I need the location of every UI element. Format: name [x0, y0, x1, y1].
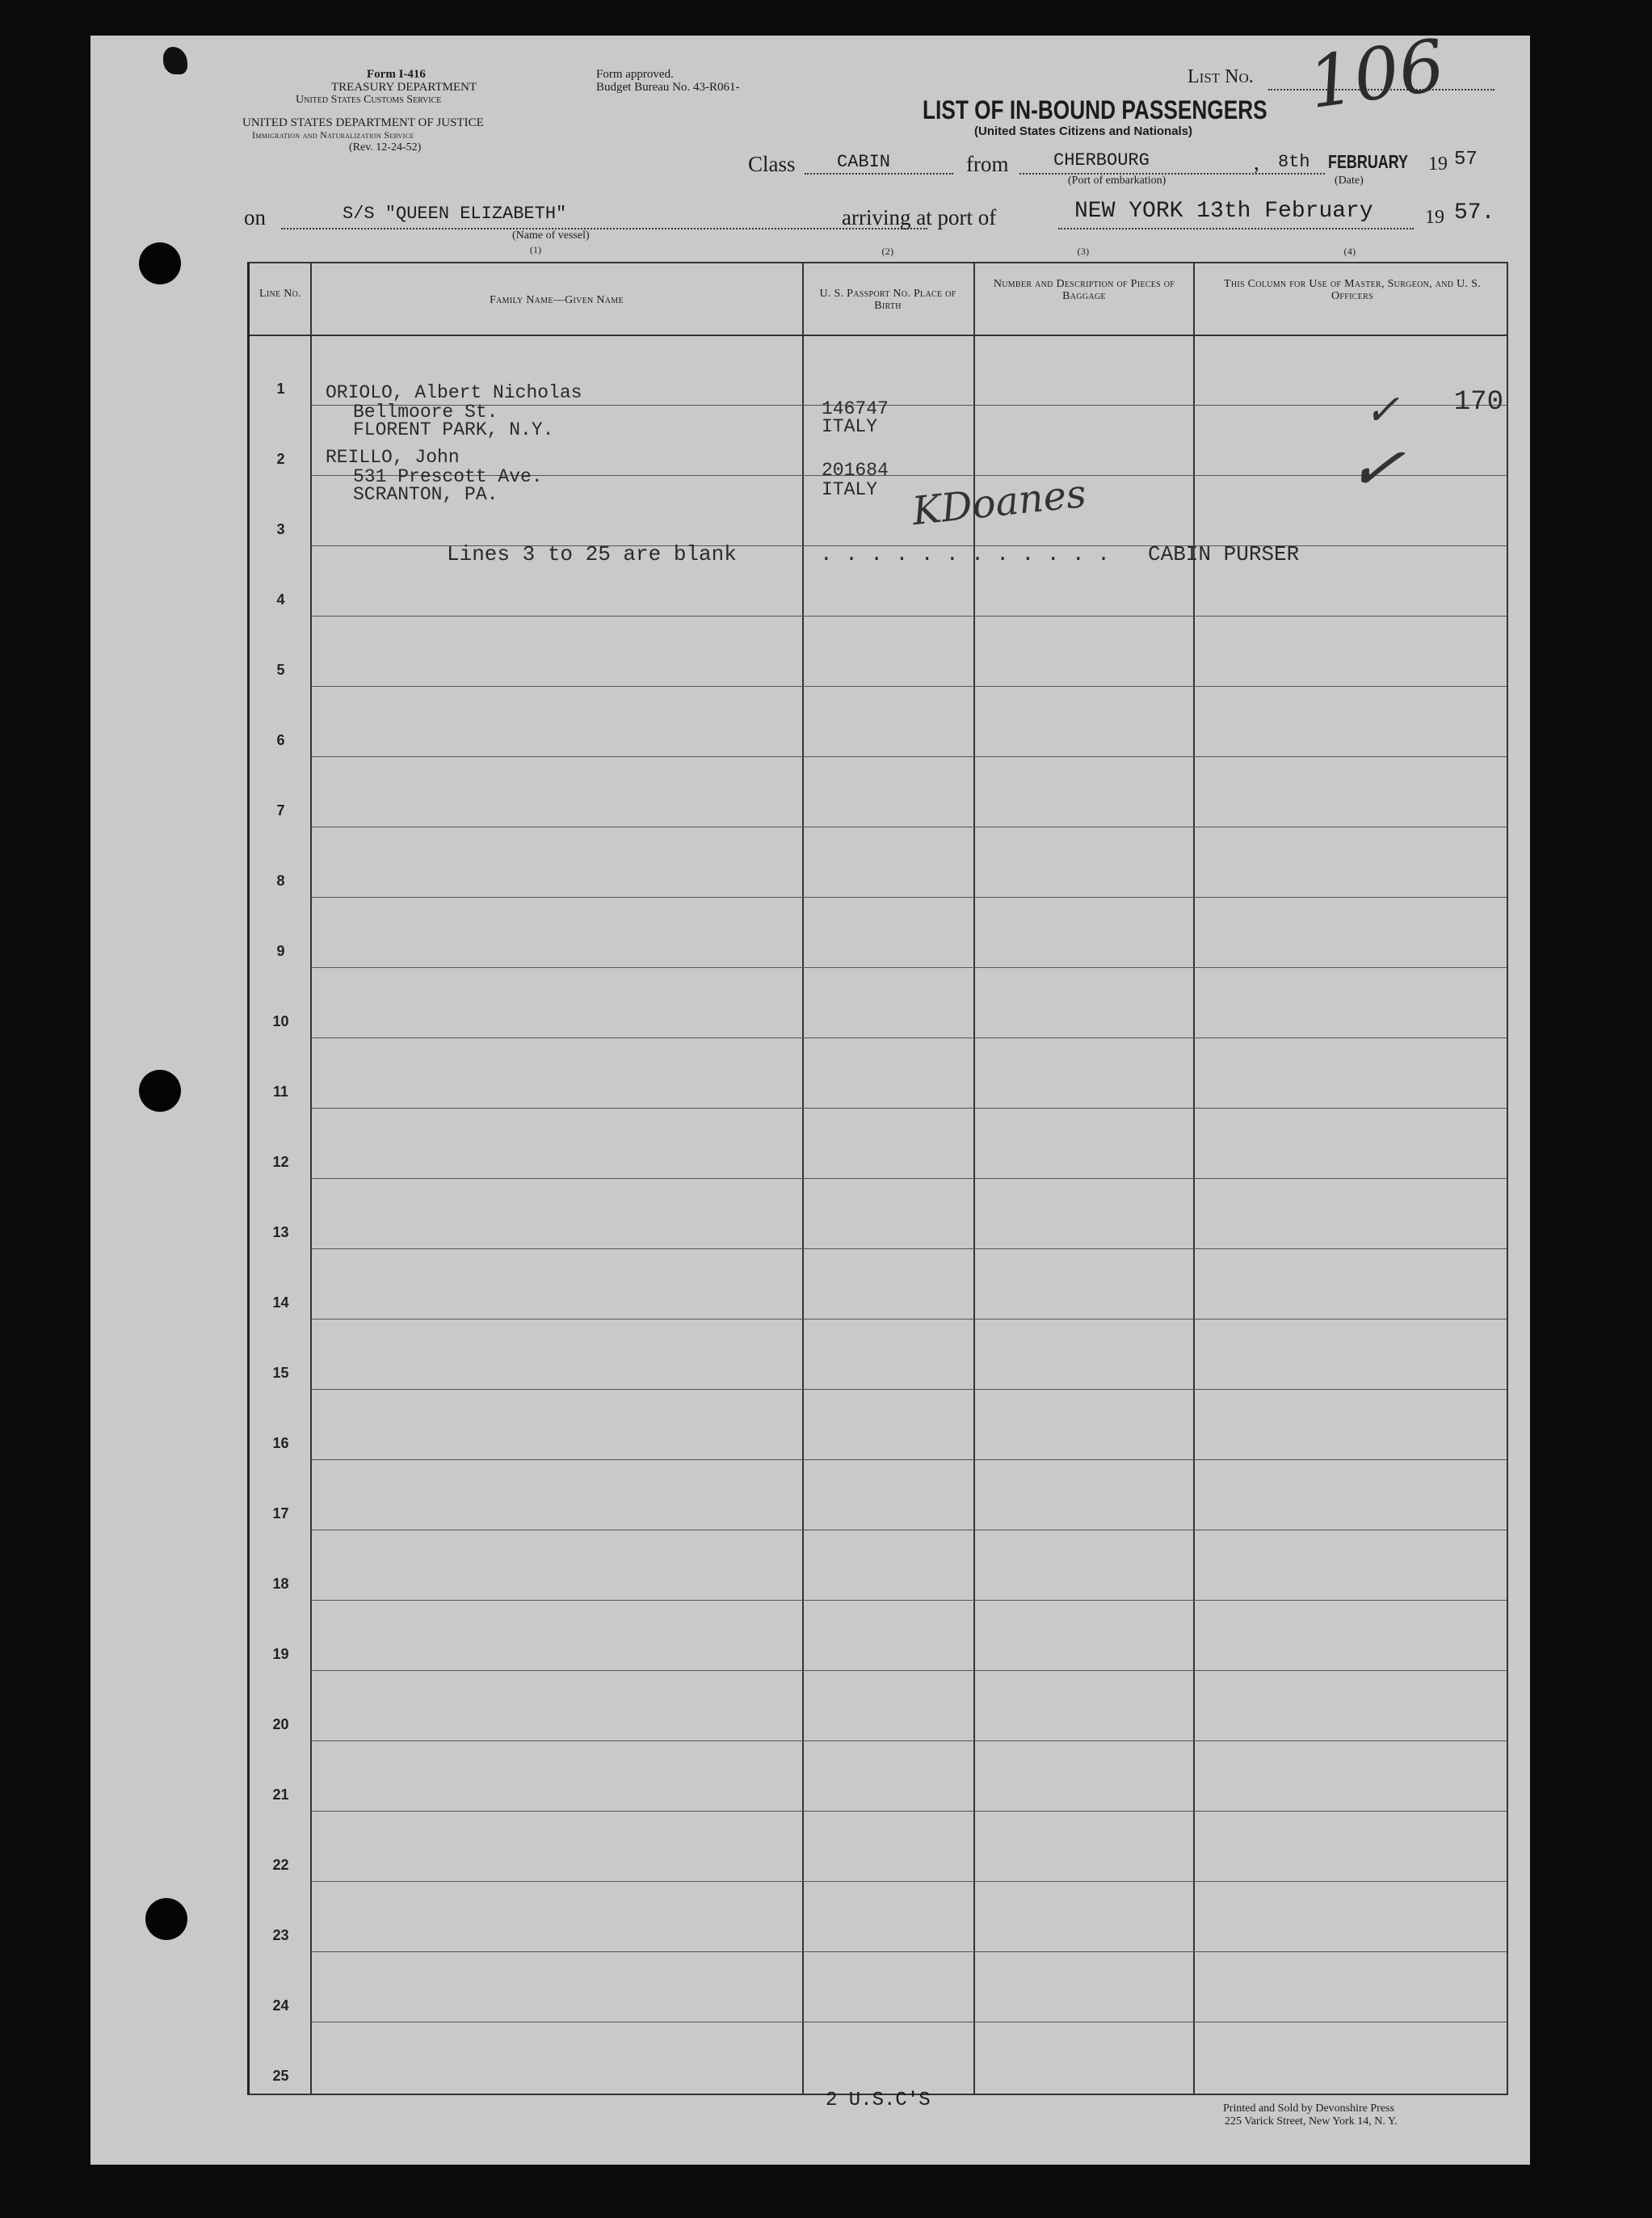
budget-bureau: Budget Bureau No. 43-R061-: [596, 81, 740, 94]
row-number: 11: [272, 1084, 289, 1100]
purser-signature: KDoanes: [910, 470, 1089, 535]
header-passport-col: (2): [881, 246, 894, 257]
date-value: 8th: [1278, 152, 1310, 172]
passenger-address: 531 Prescott Ave.: [353, 466, 543, 487]
row-rule: [312, 1459, 1507, 1460]
row-number: 24: [272, 1997, 289, 2014]
punch-hole: [139, 242, 181, 284]
arrival-year-prefix: 19: [1425, 207, 1444, 228]
officer-note: 170: [1453, 387, 1503, 418]
row-rule: [312, 1881, 1507, 1882]
printer-line2: 225 Varick Street, New York 14, N. Y.: [1225, 2115, 1398, 2128]
check-mark: ✓: [1343, 426, 1409, 511]
date-caption: (Date): [1335, 175, 1364, 187]
header-officers-col: (4): [1343, 246, 1356, 257]
row-rule: [312, 967, 1507, 968]
dept-customs: United States Customs Service: [296, 94, 442, 106]
row-number: 16: [272, 1435, 289, 1451]
row-number: 12: [272, 1154, 289, 1170]
header-passport: U. S. Passport No. Place of Birth: [819, 288, 956, 312]
row-number: 17: [272, 1505, 289, 1521]
passenger-city: SCRANTON, PA.: [353, 484, 498, 505]
printer-line1: Printed and Sold by Devonshire Press: [1223, 2102, 1394, 2115]
class-line: [805, 173, 953, 175]
page-subtitle: (United States Citizens and Nationals): [974, 124, 1193, 138]
form-approved: Form approved.: [596, 68, 674, 81]
header-baggage-col: (3): [1077, 246, 1090, 257]
row-number: 2: [276, 451, 285, 467]
dept-immigration: Immigration and Naturalization Service: [252, 129, 414, 141]
row-number: 25: [272, 2068, 289, 2084]
passport-number: 201684: [822, 460, 889, 481]
passenger-name: ORIOLO, Albert Nicholas: [326, 382, 582, 403]
row-number: 20: [272, 1716, 289, 1732]
row-rule: [312, 616, 1507, 617]
header-divider: [250, 335, 1507, 336]
port-caption: (Port of embarkation): [1068, 175, 1166, 187]
list-no-label: List No.: [1188, 66, 1254, 87]
row-rule: [312, 756, 1507, 757]
punch-hole: [139, 1070, 181, 1112]
row-rule: [312, 1389, 1507, 1390]
row-number: 7: [276, 802, 285, 819]
row-rule: [312, 686, 1507, 687]
list-no-value: 106: [1303, 23, 1450, 125]
row-rule: [312, 1951, 1507, 1952]
from-value: CHERBOURG: [1053, 150, 1150, 170]
row-rule: [312, 1037, 1507, 1038]
passenger-address: Bellmoore St.: [353, 402, 498, 423]
arrival-line: [1058, 228, 1414, 229]
header-line-no: Line No.: [259, 288, 301, 300]
row-number: 15: [272, 1365, 289, 1381]
row-rule: [312, 1740, 1507, 1741]
blank-lines-note: Lines 3 to 25 are blank: [447, 542, 737, 566]
check-mark: ✓: [1364, 386, 1400, 435]
row-rule: [312, 1600, 1507, 1601]
ink-blot: [163, 47, 187, 74]
page-title: LIST OF IN-BOUND PASSENGERS: [923, 95, 1267, 124]
class-value: CABIN: [837, 152, 891, 172]
row-rule: [312, 1178, 1507, 1179]
row-number: 14: [272, 1294, 289, 1311]
form-revision: (Rev. 12-24-52): [349, 141, 422, 154]
dept-justice: UNITED STATES DEPARTMENT OF JUSTICE: [242, 116, 484, 129]
header-officers: This Column for Use of Master, Surgeon, and U. S. Officers: [1223, 278, 1481, 302]
year-prefix: 19: [1428, 154, 1448, 175]
row-number: 5: [276, 662, 285, 678]
on-label: on: [244, 205, 266, 229]
from-label: from: [966, 152, 1009, 176]
row-number: 21: [272, 1787, 289, 1803]
vessel-caption: (Name of vessel): [512, 229, 590, 242]
row-number: 3: [276, 521, 285, 537]
passenger-city: FLORENT PARK, N.Y.: [353, 419, 554, 440]
vessel-col: (1): [530, 244, 541, 255]
form-number: Form I-416: [367, 68, 426, 81]
row-number: 9: [276, 943, 285, 959]
row-number: 8: [276, 873, 285, 889]
row-rule: [312, 1670, 1507, 1671]
vessel-line: [281, 228, 927, 229]
document-page: [90, 23, 1530, 2165]
row-number: 6: [276, 732, 285, 748]
arrival-year-value: 57.: [1454, 200, 1495, 225]
year-value: 57: [1454, 149, 1478, 170]
row-number: 19: [272, 1646, 289, 1662]
vessel-value: S/S "QUEEN ELIZABETH": [343, 204, 567, 224]
class-label: Class: [748, 152, 796, 176]
header-name: Family Name—Given Name: [490, 294, 624, 306]
passenger-name: REILLO, John: [326, 447, 460, 468]
from-line: [1019, 173, 1325, 175]
row-number: 23: [272, 1927, 289, 1943]
passenger-table: [247, 246, 1508, 2095]
purser-title: CABIN PURSER: [1148, 542, 1300, 566]
header-baggage: Number and Description of Pieces of Baggage: [993, 278, 1175, 302]
footer-code: 2 U.S.C'S: [826, 2090, 931, 2111]
row-number: 18: [272, 1576, 289, 1592]
row-rule: [312, 1108, 1507, 1109]
row-number: 1: [276, 381, 285, 397]
row-number: 10: [272, 1013, 289, 1029]
row-rule: [312, 897, 1507, 898]
arrival-value: NEW YORK 13th February: [1074, 199, 1373, 224]
row-number: 13: [272, 1224, 289, 1240]
birthplace: ITALY: [822, 479, 878, 500]
row-number: 22: [272, 1857, 289, 1873]
month-value: FEBRUARY: [1328, 151, 1409, 172]
punch-hole: [145, 1898, 187, 1940]
row-rule: [312, 1811, 1507, 1812]
arriving-label: arriving at port of: [842, 205, 997, 229]
comma: ,: [1254, 150, 1259, 175]
row-number: 4: [276, 591, 285, 608]
dept-treasury: TREASURY DEPARTMENT: [331, 81, 477, 94]
row-rule: [312, 1248, 1507, 1249]
birthplace: ITALY: [822, 416, 878, 437]
passport-number: 146747: [822, 398, 889, 419]
blank-dots: . . . . . . . . . . . .: [820, 542, 1110, 566]
